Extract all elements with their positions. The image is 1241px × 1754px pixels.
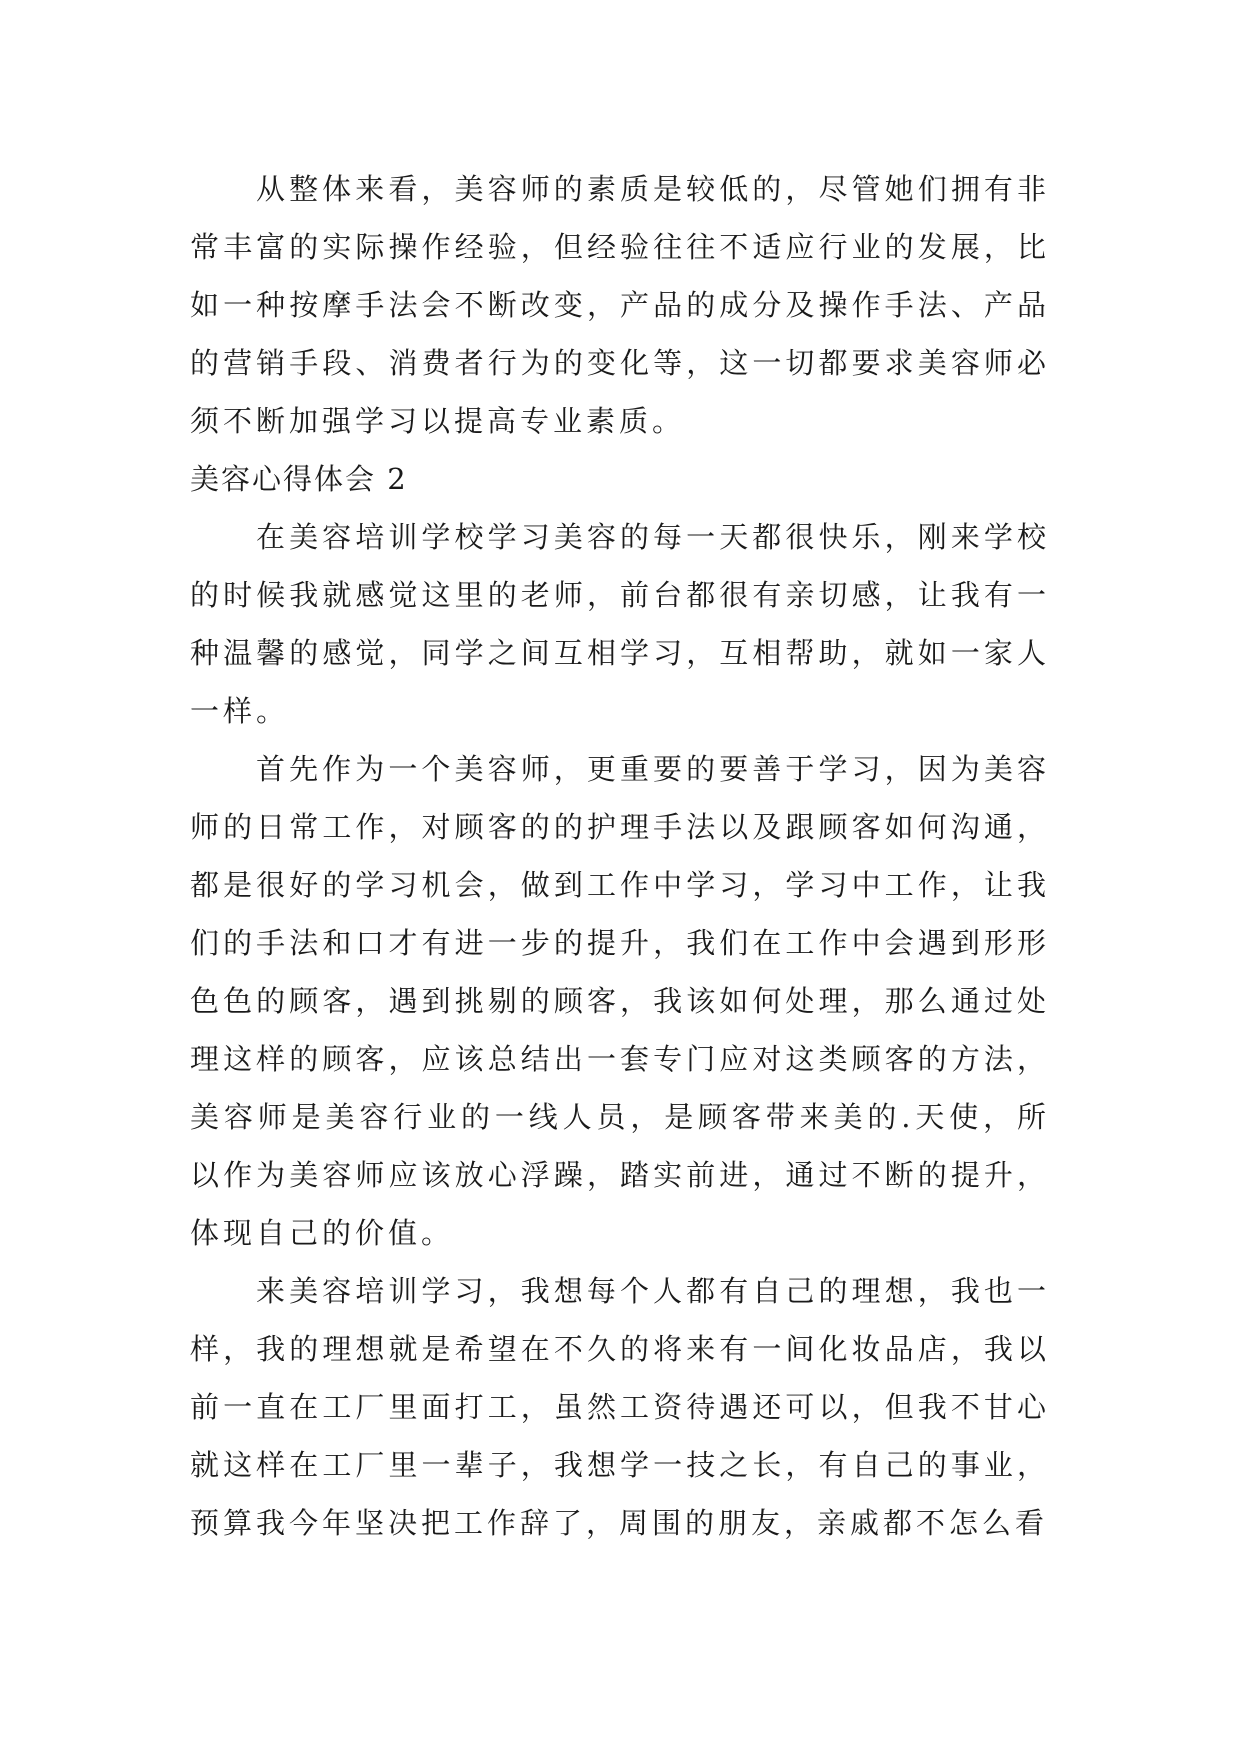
document-page: [190, 160, 1050, 1552]
section-heading: 美容心得体会 2: [190, 462, 408, 496]
paragraph-school-life: 在美容培训学校学习美容的每一天都很快乐，刚来学校的时候我就感觉这里的老师，前台都很有亲切感，让我有一种温馨的感觉，同学之间互相学习，互相帮助，就如一家人一样。: [190, 520, 1050, 728]
paragraph-learning-attitude: 首先作为一个美容师，更重要的要善于学习，因为美容师的日常工作，对顾客的的护理手法以及跟顾客如何沟通，都是很好的学习机会，做到工作中学习，学习中工作，让我们的手法和口才有进一步的提升，我们在工作中会遇到形形色色的顾客，遇到挑剔的顾客，我该如何处理，那么通过处理这样的顾客，应该总结出一套专门应对这类顾客的方法，美容师是美容行业的一线人员，是顾客带来美的.天使，所以作为美容师应该放心浮躁，踏实前进，通过不断的提升，体现自己的价值。: [190, 752, 1050, 1250]
paragraph-overall-quality: 从整体来看，美容师的素质是较低的，尽管她们拥有非常丰富的实际操作经验，但经验往往不适应行业的发展，比如一种按摩手法会不断改变，产品的成分及操作手法、产品的营销手段、消费者行为的变化等，这一切都要求美容师必须不断加强学习以提高专业素质。: [190, 172, 1050, 438]
paragraph-personal-dream: 来美容培训学习，我想每个人都有自己的理想，我也一样，我的理想就是希望在不久的将来有一间化妆品店，我以前一直在工厂里面打工，虽然工资待遇还可以，但我不甘心就这样在工厂里一辈子，我想学一技之长，有自己的事业，预算我今年坚决把工作辞了，周围的朋友，亲戚都不怎么看: [190, 1274, 1050, 1540]
